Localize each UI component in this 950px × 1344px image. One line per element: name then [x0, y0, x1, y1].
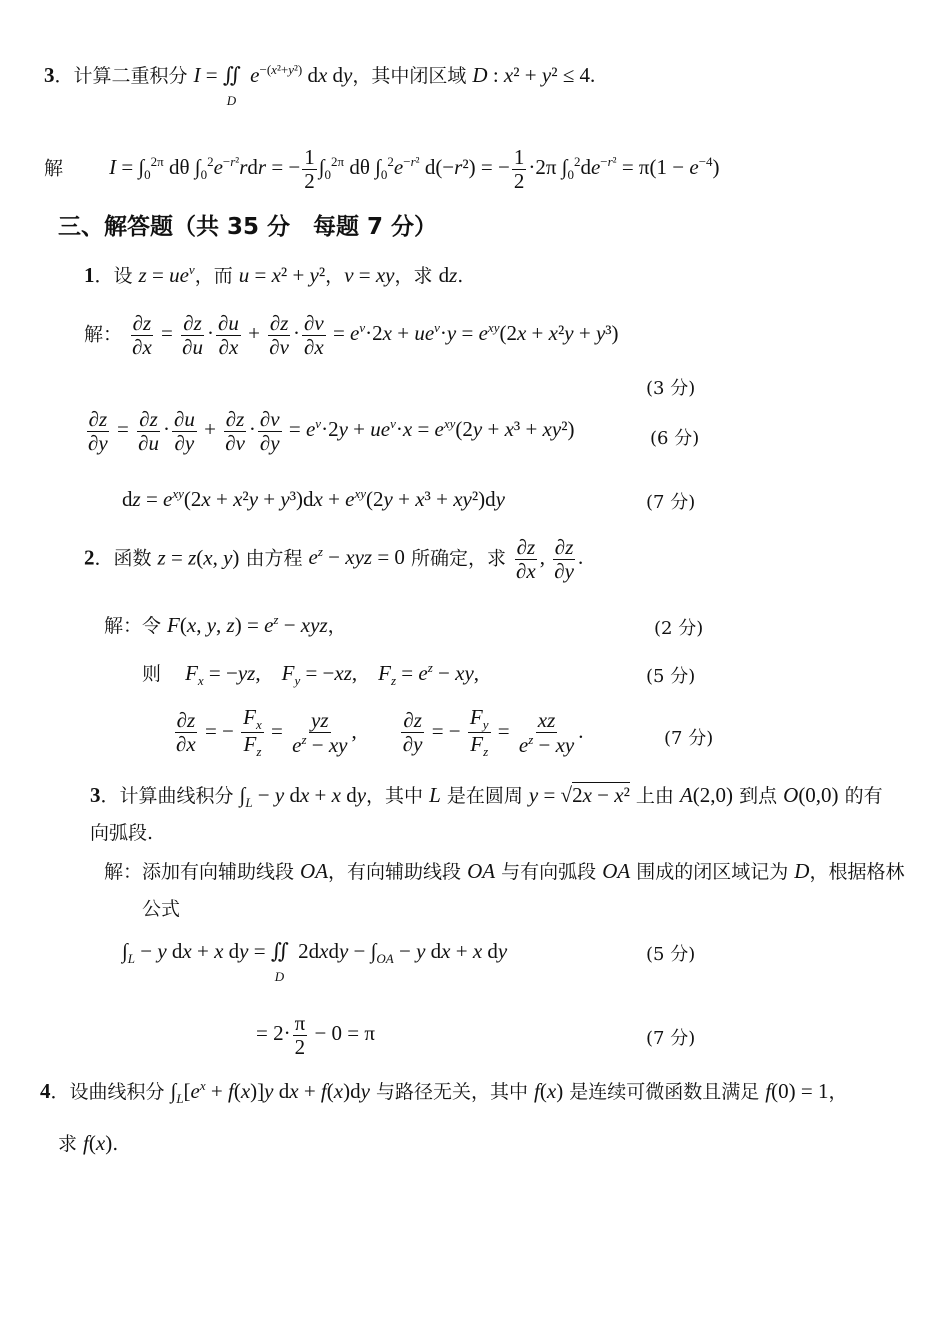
q1-score-1: (3 分) — [646, 378, 696, 399]
q1-dz: dz = $e^{xy}(2x + x^2y + y^3)dx + e^{xy}(2y + x^3 + xy^2)dy$ — [122, 486, 505, 511]
problem-3-double-integral: 3．计算二重积分 $I = ∬_De^{-(x^2+y^2)}$ dx dy，其中闭区域 D : x² + y² ≤ 4. — [44, 62, 596, 109]
section-title: 三、解答题（共 35 分 每题 7 分） — [58, 214, 438, 240]
q3-solution-b: 公式 — [142, 898, 181, 920]
q3-equation-2: = 2· $\frac{\pi}{2}$ − 0 = π — [256, 1011, 375, 1060]
q1-score-3: (7 分) — [646, 492, 696, 513]
q3-solution-a: 解：添加有向辅助线段 OA，有向辅助线段 OA 与有向弧段 OA 围成的闭区域记为 D，根据格林 — [104, 859, 905, 883]
q1-dzdy: $\frac{\partial z}{\partial y}$ = $\frac{\partial z}{\partial u}$ · $\frac{\partial u}{\partial y}$ + $\frac{\partial z}{\partial v}$ · $\frac{\partial v}{\partial y}$ = $e^v\cdot 2y + ue^v\cdot x = e^{xy}(2y + x^3 + xy^2)$ — [88, 407, 575, 456]
q4-stem-b: 求 f(x). — [58, 1131, 119, 1155]
q2-solution-3: $\frac{\partial z}{\partial x}$ = − $\frac{F_x}{F_z}$ = $\frac{yz}{e^z - xy}$ , $\frac{\partial z}{\partial y}$ = − $\frac{F_y}{F_z}$ = $\frac{xz}{e^z - xy}$ . — [176, 705, 584, 760]
q1-score-2: (6 分) — [650, 428, 700, 449]
q4-stem-a: 4．设曲线积分 $\int_L[e^x + f(x)]y$ dx + f(x)dy 与路径无关，其中 f(x) 是连续可微函数且满足 f(0) = 1， — [40, 1078, 848, 1107]
q2-solution-2: 则 $F_x = -yz$, $F_y = -xz$, $F_z = e^z$ − xy, — [142, 660, 480, 689]
q2-score-1: (2 分) — [654, 618, 704, 639]
q3-score-1: (5 分) — [646, 944, 696, 965]
q3-stem-a: 3．计算曲线积分 $\int_L - y$ dx + x dy，其中 L 是在圆周 y = √2x − x² 上由 A(2,0) 到点 O(0,0) 的有 — [90, 783, 883, 811]
q3-stem-b: 向弧段. — [90, 822, 154, 844]
q2-stem: 2．函数 z = z(x, y) 由方程 $e^z$ − xyz = 0 所确定，求 $\frac{\partial z}{\partial x}$ , $\frac{\partial z}{\partial y}$ . — [84, 535, 584, 584]
q2-solution-1: 解：令 F(x, y, $z) = e^z$ − xyz， — [104, 612, 347, 637]
q3-score-2: (7 分) — [646, 1028, 696, 1049]
q2-score-2: (5 分) — [646, 666, 696, 687]
q1-stem: 1．设 $z = ue^v$，而 u = x² + y²，v = xy，求 dz. — [84, 262, 464, 287]
q2-score-3: (7 分) — [664, 728, 714, 749]
solution-label: 解 — [44, 157, 64, 180]
problem-3-solution: 解 $I = \int_0^{2\pi}$ dθ $\int_0^2e^{-r^2}rdr$ = − $\frac{1}{2}$ $\int_0^{2\pi}$ dθ $\int_0^2e^{-r^2}$ d(−r²) = − $\frac{1}{2}$ ·2π $\int_0^2de^{-r^2} = \pi(1 - e^{-4})$ — [44, 145, 720, 194]
q3-equation-1: $\int_L - y$ dx + x dy = $∬_D2dxdy - \int_{OA} - y$ dx + x dy — [122, 939, 508, 985]
q1-dzdx: 解： $\frac{\partial z}{\partial x}$ = $\frac{\partial z}{\partial u}$ · $\frac{\partial u}{\partial x}$ + $\frac{\partial z}{\partial v}$ · $\frac{\partial v}{\partial x}$ = $e^v\cdot 2x + ue^v\cdot y = e^{xy}(2x + x^2y + y^3)$ — [84, 311, 619, 360]
